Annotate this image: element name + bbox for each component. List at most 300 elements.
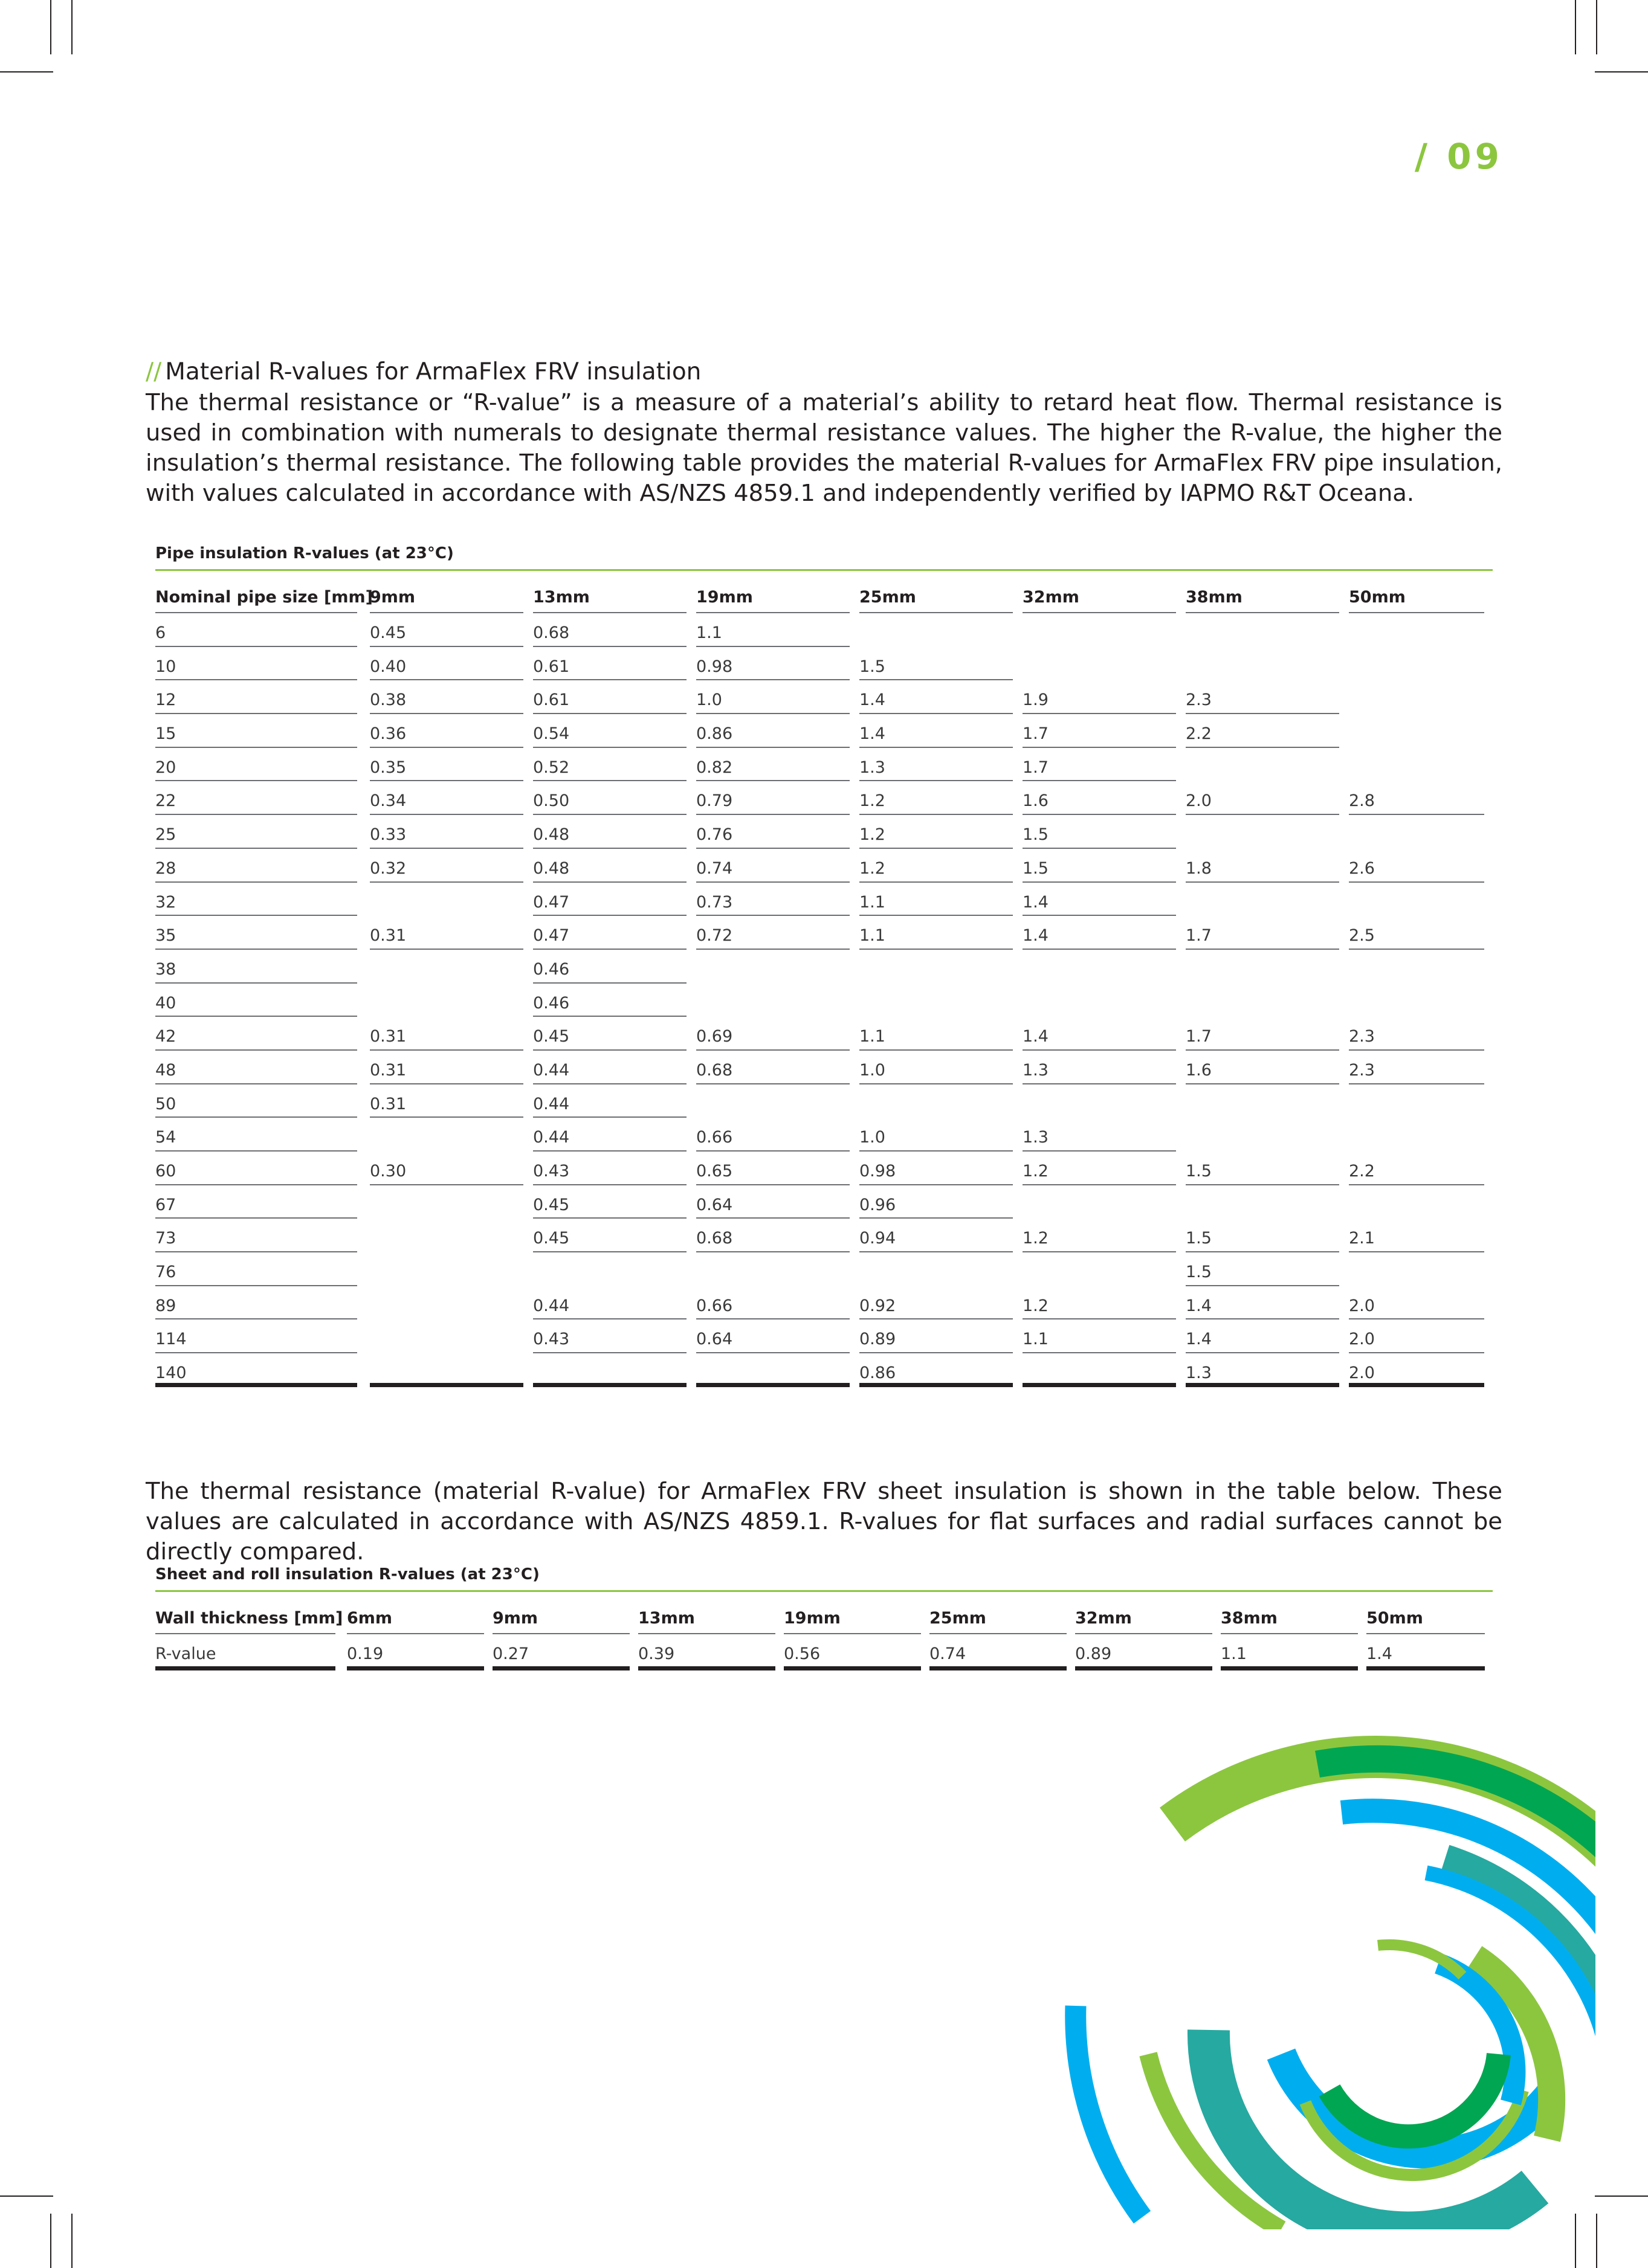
pipe-cell-value: 0.66 xyxy=(696,1128,850,1152)
pipe-cell-value: 1.5 xyxy=(859,657,1013,681)
pipe-table-cell xyxy=(1023,613,1186,647)
pipe-cell-value: 1.3 xyxy=(1023,1128,1176,1152)
sheet-table-cell xyxy=(347,1634,493,1670)
pipe-cell-value: 25 xyxy=(155,825,357,849)
pipe-cell-value xyxy=(1349,623,1484,647)
pipe-table-cell xyxy=(859,984,1023,1017)
page-number: / 09 xyxy=(1414,136,1503,177)
sheet-cell-value: 0.74 xyxy=(929,1645,1067,1670)
pipe-cell-value: 0.34 xyxy=(370,791,523,815)
sheet-table-cell xyxy=(929,1634,1075,1670)
pipe-cell-value: 0.73 xyxy=(696,893,850,917)
pipe-table-cell xyxy=(1349,950,1493,984)
pipe-table-cell xyxy=(155,916,370,950)
pipe-table-cell xyxy=(1186,815,1349,849)
pipe-header-label: 9mm xyxy=(370,588,523,613)
pipe-cell-value xyxy=(696,960,850,984)
pipe-table-row xyxy=(155,748,1493,782)
sheet-cell-value: 1.4 xyxy=(1366,1645,1485,1670)
pipe-cell-value: 0.65 xyxy=(696,1162,850,1185)
pipe-table-cell xyxy=(1186,1353,1349,1387)
pipe-table-cell xyxy=(859,1219,1023,1252)
pipe-table-cell xyxy=(1349,1017,1493,1051)
sheet-table-caption: Sheet and roll insulation R-values (at 23°C) xyxy=(155,1564,1493,1592)
pipe-table-cell xyxy=(1186,1319,1349,1353)
pipe-cell-value: 0.94 xyxy=(859,1229,1013,1252)
pipe-table-cell xyxy=(1023,680,1186,714)
pipe-table-cell xyxy=(1186,647,1349,681)
pipe-cell-value: 0.61 xyxy=(533,691,687,714)
sheet-column-header xyxy=(638,1604,784,1634)
crop-mark xyxy=(71,0,73,54)
pipe-table-row xyxy=(155,714,1493,748)
pipe-table-cell xyxy=(1349,748,1493,782)
pipe-table-cell xyxy=(155,1017,370,1051)
pipe-table-cell xyxy=(1023,647,1186,681)
crop-mark xyxy=(50,0,51,54)
pipe-table-cell xyxy=(155,781,370,815)
pipe-cell-value: 0.35 xyxy=(370,758,523,782)
sheet-table-cell xyxy=(1366,1634,1493,1670)
pipe-cell-value xyxy=(370,1229,523,1252)
pipe-table-row xyxy=(155,613,1493,647)
pipe-cell-value: 1.7 xyxy=(1023,758,1176,782)
pipe-table-cell xyxy=(696,1118,859,1152)
pipe-table-cell xyxy=(533,781,696,815)
pipe-cell-value xyxy=(1349,994,1484,1017)
pipe-cell-value xyxy=(1186,657,1339,681)
pipe-cell-value: 2.6 xyxy=(1349,859,1484,883)
sheet-cell-value: 0.19 xyxy=(347,1645,484,1670)
pipe-table-cell xyxy=(1186,1252,1349,1286)
pipe-cell-value: 15 xyxy=(155,724,357,748)
pipe-table-cell xyxy=(1349,714,1493,748)
pipe-table-cell xyxy=(1349,815,1493,849)
pipe-header-label: 25mm xyxy=(859,588,1013,613)
pipe-cell-value: 0.69 xyxy=(696,1027,850,1051)
pipe-cell-value: 1.2 xyxy=(1023,1229,1176,1252)
pipe-table-cell xyxy=(1186,849,1349,883)
pipe-cell-value: 0.31 xyxy=(370,1095,523,1118)
pipe-table-cell xyxy=(1023,1051,1186,1084)
pipe-table-cell xyxy=(370,1353,533,1387)
pipe-column-header xyxy=(1349,583,1493,613)
pipe-table-cell xyxy=(370,1051,533,1084)
pipe-table-cell xyxy=(533,1017,696,1051)
pipe-table-cell xyxy=(155,748,370,782)
pipe-table-cell xyxy=(155,1051,370,1084)
deco-arc xyxy=(1330,2054,1499,2136)
pipe-cell-value: 1.4 xyxy=(1023,893,1176,917)
pipe-table-cell xyxy=(533,1084,696,1118)
pipe-cell-value: 1.1 xyxy=(1023,1330,1176,1353)
pipe-cell-value: 0.30 xyxy=(370,1162,523,1185)
pipe-table-row xyxy=(155,1319,1493,1353)
section-heading xyxy=(146,356,1502,388)
deco-arc xyxy=(1172,1757,1601,1915)
pipe-cell-value xyxy=(1186,825,1339,849)
pipe-table-cell xyxy=(1349,1051,1493,1084)
pipe-cell-value xyxy=(696,1095,850,1118)
sheet-cell-value: 0.27 xyxy=(493,1645,630,1670)
pipe-cell-value: 10 xyxy=(155,657,357,681)
pipe-cell-value: 0.44 xyxy=(533,1061,687,1084)
pipe-cell-value: 2.0 xyxy=(1349,1364,1484,1387)
pipe-table-cell xyxy=(1023,1084,1186,1118)
pipe-table-cell xyxy=(859,1152,1023,1185)
pipe-table-row xyxy=(155,883,1493,917)
pipe-table-cell xyxy=(533,714,696,748)
pipe-cell-value: 0.43 xyxy=(533,1330,687,1353)
pipe-table-cell xyxy=(1023,916,1186,950)
pipe-cell-value xyxy=(1349,724,1484,748)
pipe-table-cell xyxy=(859,950,1023,984)
pipe-table-cell xyxy=(370,950,533,984)
pipe-table-cell xyxy=(859,781,1023,815)
pipe-table-cell xyxy=(1349,1319,1493,1353)
pipe-table-cell xyxy=(370,1118,533,1152)
pipe-cell-value: 2.8 xyxy=(1349,791,1484,815)
sheet-header-label: 50mm xyxy=(1366,1609,1485,1634)
pipe-table-cell xyxy=(1023,1118,1186,1152)
pipe-table-cell xyxy=(533,647,696,681)
pipe-cell-value: 0.54 xyxy=(533,724,687,748)
pipe-cell-value: 1.0 xyxy=(696,691,850,714)
pipe-table-cell xyxy=(370,1319,533,1353)
pipe-cell-value: 0.31 xyxy=(370,1027,523,1051)
pipe-cell-value: 1.6 xyxy=(1186,1061,1339,1084)
pipe-table-cell xyxy=(155,613,370,647)
sheet-column-header xyxy=(347,1604,493,1634)
pipe-table-cell xyxy=(155,714,370,748)
pipe-cell-value: 1.5 xyxy=(1186,1263,1339,1286)
pipe-table-cell xyxy=(1186,1286,1349,1320)
sheet-header-label: 6mm xyxy=(347,1609,484,1634)
pipe-column-header xyxy=(859,583,1023,613)
pipe-cell-value: 0.86 xyxy=(859,1364,1013,1387)
sheet-header-label: 32mm xyxy=(1075,1609,1212,1634)
pipe-cell-value: 1.6 xyxy=(1023,791,1176,815)
pipe-cell-value: 1.1 xyxy=(696,623,850,647)
intro-section xyxy=(146,356,1502,509)
sheet-header-label: 9mm xyxy=(493,1609,630,1634)
pipe-table-cell xyxy=(696,984,859,1017)
pipe-cell-value: 0.98 xyxy=(859,1162,1013,1185)
pipe-cell-value: 0.89 xyxy=(859,1330,1013,1353)
pipe-table-row xyxy=(155,916,1493,950)
pipe-cell-value: 0.44 xyxy=(533,1095,687,1118)
pipe-table-cell xyxy=(370,984,533,1017)
pipe-table-cell xyxy=(155,849,370,883)
sheet-cell-value: 0.89 xyxy=(1075,1645,1212,1670)
pipe-table-cell xyxy=(696,1185,859,1219)
pipe-table-cell xyxy=(1349,613,1493,647)
pipe-cell-value: 1.3 xyxy=(1186,1364,1339,1387)
pipe-table-cell xyxy=(859,613,1023,647)
pipe-table-row xyxy=(155,849,1493,883)
sheet-header-row xyxy=(155,1604,1493,1634)
pipe-header-row xyxy=(155,583,1493,613)
pipe-table-cell xyxy=(1186,781,1349,815)
pipe-table-cell xyxy=(1349,1252,1493,1286)
pipe-table-cell xyxy=(370,849,533,883)
pipe-table-cell xyxy=(155,680,370,714)
crop-mark xyxy=(1575,0,1576,54)
pipe-table-cell xyxy=(370,1252,533,1286)
sheet-column-header xyxy=(929,1604,1075,1634)
pipe-table-cell xyxy=(370,916,533,950)
pipe-cell-value xyxy=(1023,1364,1176,1387)
pipe-table-cell xyxy=(859,1286,1023,1320)
sheet-table-cell xyxy=(784,1634,929,1670)
pipe-table-cell xyxy=(1186,916,1349,950)
pipe-cell-value xyxy=(1186,623,1339,647)
sheet-paragraph: The thermal resistance (material R-value) for ArmaFlex FRV sheet insulation is shown in the table below. These values are calculated in accordance with AS/NZS 4859.1. R-values for flat surfaces and radial surfaces cannot be directly compared. xyxy=(146,1478,1502,1565)
pipe-table-cell xyxy=(155,1084,370,1118)
pipe-cell-value: 0.68 xyxy=(696,1061,850,1084)
pipe-table-row xyxy=(155,950,1493,984)
sheet-r-value-table xyxy=(155,1604,1493,1670)
pipe-cell-value: 0.50 xyxy=(533,791,687,815)
pipe-cell-value: 140 xyxy=(155,1364,357,1387)
pipe-cell-value: 0.68 xyxy=(696,1229,850,1252)
pipe-table-cell xyxy=(1186,714,1349,748)
pipe-cell-value: 2.0 xyxy=(1186,791,1339,815)
pipe-table-cell xyxy=(859,1353,1023,1387)
pipe-table-row xyxy=(155,1353,1493,1387)
pipe-table-cell xyxy=(1186,883,1349,917)
pipe-cell-value: 0.76 xyxy=(696,825,850,849)
pipe-cell-value: 60 xyxy=(155,1162,357,1185)
heading-slashes: // xyxy=(146,358,162,385)
pipe-cell-value: 0.45 xyxy=(533,1229,687,1252)
crop-mark xyxy=(0,2196,53,2197)
crop-mark xyxy=(1595,71,1648,72)
pipe-table-cell xyxy=(1349,1185,1493,1219)
pipe-cell-value: 114 xyxy=(155,1330,357,1353)
pipe-table-cell xyxy=(370,815,533,849)
pipe-table-cell xyxy=(1023,781,1186,815)
pipe-cell-value xyxy=(1186,1095,1339,1118)
pipe-cell-value xyxy=(696,1263,850,1286)
pipe-header-label: Nominal pipe size [mm] xyxy=(155,588,357,613)
pipe-table-cell xyxy=(1186,1219,1349,1252)
pipe-table-cell xyxy=(696,815,859,849)
pipe-cell-value: 0.48 xyxy=(533,825,687,849)
pipe-cell-value: 0.64 xyxy=(696,1330,850,1353)
pipe-table-cell xyxy=(696,849,859,883)
pipe-cell-value: 0.33 xyxy=(370,825,523,849)
pipe-table-cell xyxy=(1349,1084,1493,1118)
pipe-cell-value: 1.1 xyxy=(859,1027,1013,1051)
pipe-table-cell xyxy=(370,714,533,748)
pipe-cell-value xyxy=(370,1297,523,1320)
pipe-table-cell xyxy=(859,680,1023,714)
pipe-table-row xyxy=(155,1219,1493,1252)
pipe-header-label: 32mm xyxy=(1023,588,1176,613)
pipe-table-cell xyxy=(533,1286,696,1320)
pipe-table-cell xyxy=(1349,849,1493,883)
pipe-cell-value: 0.82 xyxy=(696,758,850,782)
pipe-cell-value: 0.98 xyxy=(696,657,850,681)
pipe-table-cell xyxy=(1023,1185,1186,1219)
pipe-cell-value: 1.4 xyxy=(1023,1027,1176,1051)
pipe-table-row xyxy=(155,1185,1493,1219)
pipe-cell-value: 0.38 xyxy=(370,691,523,714)
pipe-cell-value xyxy=(370,960,523,984)
pipe-cell-value: 1.7 xyxy=(1186,1027,1339,1051)
pipe-cell-value: 0.47 xyxy=(533,926,687,950)
pipe-table-cell xyxy=(696,916,859,950)
pipe-cell-value: 1.4 xyxy=(1023,926,1176,950)
sheet-header-label: 19mm xyxy=(784,1609,921,1634)
sheet-cell-value: 0.39 xyxy=(638,1645,775,1670)
pipe-table-cell xyxy=(1186,1051,1349,1084)
heading-title: Material R-values for ArmaFlex FRV insulation xyxy=(165,358,702,385)
sheet-table-cell xyxy=(1075,1634,1221,1670)
pipe-table-cell xyxy=(1023,1152,1186,1185)
pipe-table-cell xyxy=(1023,1286,1186,1320)
pipe-cell-value xyxy=(1186,994,1339,1017)
pipe-table-cell xyxy=(696,1353,859,1387)
pipe-cell-value: 2.2 xyxy=(1186,724,1339,748)
pipe-table-cell xyxy=(696,1219,859,1252)
pipe-table-cell xyxy=(155,1252,370,1286)
sheet-insulation-table xyxy=(155,1564,1493,1670)
pipe-table-row xyxy=(155,781,1493,815)
pipe-cell-value: 40 xyxy=(155,994,357,1017)
pipe-cell-value: 0.40 xyxy=(370,657,523,681)
pipe-cell-value: 2.2 xyxy=(1349,1162,1484,1185)
pipe-table-cell xyxy=(859,815,1023,849)
pipe-table-cell xyxy=(1349,647,1493,681)
pipe-table-cell xyxy=(1349,1152,1493,1185)
pipe-table-cell xyxy=(1023,1017,1186,1051)
pipe-table-cell xyxy=(1349,680,1493,714)
pipe-table-cell xyxy=(859,916,1023,950)
pipe-cell-value: 0.61 xyxy=(533,657,687,681)
pipe-column-header xyxy=(1023,583,1186,613)
pipe-cell-value: 0.48 xyxy=(533,859,687,883)
pipe-table-cell xyxy=(859,748,1023,782)
pipe-table-cell xyxy=(533,1051,696,1084)
pipe-cell-value: 1.2 xyxy=(859,825,1013,849)
pipe-header-label: 13mm xyxy=(533,588,687,613)
pipe-cell-value xyxy=(1186,758,1339,782)
sheet-header-label: 13mm xyxy=(638,1609,775,1634)
pipe-table-row xyxy=(155,1286,1493,1320)
pipe-table-cell xyxy=(1023,1319,1186,1353)
sheet-header-label: Wall thickness [mm] xyxy=(155,1609,335,1634)
pipe-r-value-table xyxy=(155,583,1493,1387)
pipe-cell-value: 1.1 xyxy=(859,926,1013,950)
pipe-table-cell xyxy=(1023,1353,1186,1387)
pipe-cell-value: 1.9 xyxy=(1023,691,1176,714)
pipe-table-row xyxy=(155,1118,1493,1152)
pipe-table-cell xyxy=(696,1051,859,1084)
pipe-cell-value: 1.7 xyxy=(1186,926,1339,950)
pipe-cell-value: 2.1 xyxy=(1349,1229,1484,1252)
pipe-cell-value xyxy=(1186,893,1339,917)
pipe-table-row xyxy=(155,647,1493,681)
pipe-cell-value: 1.4 xyxy=(1186,1330,1339,1353)
pipe-cell-value: 6 xyxy=(155,623,357,647)
sheet-table-cell xyxy=(493,1634,638,1670)
pipe-cell-value xyxy=(1023,1095,1176,1118)
sheet-table-row xyxy=(155,1634,1493,1670)
pipe-cell-value: 0.31 xyxy=(370,1061,523,1084)
pipe-cell-value: 32 xyxy=(155,893,357,917)
pipe-cell-value: 0.47 xyxy=(533,893,687,917)
pipe-cell-value: 0.68 xyxy=(533,623,687,647)
pipe-cell-value: 0.32 xyxy=(370,859,523,883)
pipe-cell-value: 1.5 xyxy=(1023,825,1176,849)
pipe-cell-value: 1.7 xyxy=(1023,724,1176,748)
pipe-cell-value: 0.74 xyxy=(696,859,850,883)
pipe-table-row xyxy=(155,1017,1493,1051)
pipe-table-cell xyxy=(1186,748,1349,782)
pipe-table-cell xyxy=(1186,680,1349,714)
pipe-cell-value xyxy=(1349,893,1484,917)
pipe-table-cell xyxy=(533,815,696,849)
sheet-column-header xyxy=(784,1604,929,1634)
sheet-header-label: 25mm xyxy=(929,1609,1067,1634)
pipe-table-cell xyxy=(1186,1118,1349,1152)
pipe-cell-value: 1.5 xyxy=(1186,1229,1339,1252)
pipe-cell-value xyxy=(1186,960,1339,984)
sheet-column-header xyxy=(1075,1604,1221,1634)
deco-arc xyxy=(1076,2006,1142,2217)
pipe-table-cell xyxy=(533,748,696,782)
sheet-cell-value: R-value xyxy=(155,1645,335,1670)
decorative-arcs-graphic xyxy=(1027,1716,1601,2229)
pipe-cell-value xyxy=(1186,1128,1339,1152)
pipe-cell-value: 50 xyxy=(155,1095,357,1118)
pipe-cell-value xyxy=(533,1263,687,1286)
pipe-cell-value: 1.2 xyxy=(859,859,1013,883)
pipe-cell-value xyxy=(1349,1196,1484,1219)
pipe-cell-value xyxy=(1023,1263,1176,1286)
pipe-table-row xyxy=(155,1084,1493,1118)
pipe-table-cell xyxy=(155,950,370,984)
pipe-cell-value: 89 xyxy=(155,1297,357,1320)
crop-mark xyxy=(1595,2196,1648,2197)
pipe-table-cell xyxy=(370,1152,533,1185)
pipe-table-cell xyxy=(533,1353,696,1387)
pipe-table-cell xyxy=(370,647,533,681)
pipe-cell-value xyxy=(1349,1128,1484,1152)
pipe-table-row xyxy=(155,680,1493,714)
pipe-table-cell xyxy=(859,1252,1023,1286)
pipe-table-cell xyxy=(859,849,1023,883)
pipe-cell-value: 0.36 xyxy=(370,724,523,748)
pipe-table-cell xyxy=(859,647,1023,681)
pipe-table-cell xyxy=(1023,714,1186,748)
pipe-cell-value: 0.31 xyxy=(370,926,523,950)
pipe-table-cell xyxy=(533,1219,696,1252)
pipe-table-cell xyxy=(533,916,696,950)
sheet-column-header xyxy=(493,1604,638,1634)
pipe-table-cell xyxy=(1186,1185,1349,1219)
pipe-cell-value xyxy=(533,1364,687,1387)
pipe-table-cell xyxy=(533,613,696,647)
pipe-table-cell xyxy=(859,1185,1023,1219)
pipe-table-cell xyxy=(533,1319,696,1353)
pipe-cell-value xyxy=(370,1330,523,1353)
pipe-table-cell xyxy=(533,883,696,917)
pipe-table-cell xyxy=(859,1051,1023,1084)
pipe-cell-value: 2.0 xyxy=(1349,1297,1484,1320)
